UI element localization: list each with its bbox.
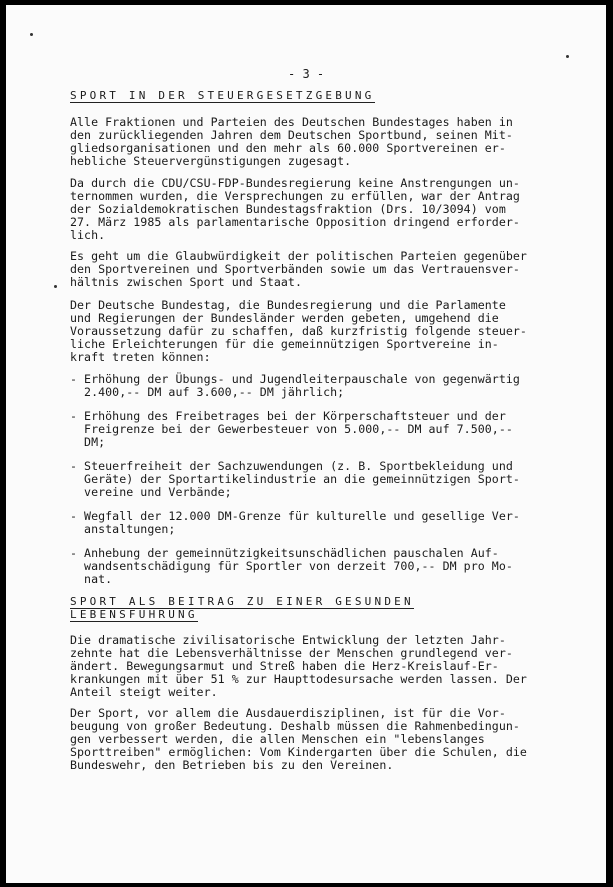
text-line: 2.400,-- DM auf 3.600,-- DM jährlich;	[70, 385, 345, 399]
paragraph	[70, 634, 527, 699]
text-line: krankungen mit über 51 % zur Haupttodesursache werden lassen. Der	[70, 672, 527, 686]
text-line: Der Deutsche Bundestag, die Bundesregierung und die Parlamente	[70, 298, 506, 312]
text-line: gliedsorganisationen und den mehr als 60.000 Sportvereinen er-	[70, 141, 506, 155]
text-line: und Regierungen der Bundesländer werden gebeten, umgehend die	[70, 311, 499, 325]
text-line: den Sportvereinen und Sportverbänden sowie um das Vertrauensver-	[70, 262, 520, 276]
list-item	[70, 510, 520, 536]
paragraph	[70, 299, 527, 364]
text-line: 27. März 1985 als parlamentarische Opposition dringend erforder-	[70, 215, 520, 229]
text-line: ternommen wurden, die Versprechungen zu erfüllen, war der Antrag	[70, 189, 520, 203]
text-line: nat.	[70, 572, 113, 586]
text-line: lich.	[70, 228, 106, 242]
text-line: den zurückliegenden Jahren dem Deutschen Sportbund, seinen Mit-	[70, 128, 513, 142]
text-line: liche Erleichterungen für die gemeinnützigen Sportvereine in-	[70, 337, 499, 351]
paragraph	[70, 707, 527, 772]
text-line: DM;	[70, 435, 106, 449]
text-line: wandsentschädigung für Sportler von derzeit 700,-- DM pro Mo-	[70, 559, 513, 573]
list-item	[70, 410, 513, 449]
list-item	[70, 373, 520, 399]
text-line: Voraussetzung dafür zu schaffen, daß kurzfristig folgende steuer-	[70, 324, 527, 338]
text-line: hebliche Steuervergünstigungen zugesagt.	[70, 154, 352, 168]
text-line: - Erhöhung der Übungs- und Jugendleiterpauschale von gegenwärtig	[70, 372, 520, 386]
list-item	[70, 460, 520, 499]
paragraph	[70, 116, 513, 168]
text-line: hältnis zwischen Sport und Staat.	[70, 275, 302, 289]
text-line: Sporttreiben" ermöglichen: Vom Kindergarten über die Schulen, die	[70, 745, 527, 759]
text-line: vereine und Verbände;	[70, 485, 232, 499]
text-line: Bundeswehr, den Betrieben bis zu den Vereinen.	[70, 758, 394, 772]
text-line: - Erhöhung des Freibetrages bei der Körperschaftsteuer und der	[70, 409, 506, 423]
section-heading-gesunde-lebensfuehrung: SPORT ALS BEITRAG ZU EINER GESUNDEN	[70, 595, 414, 608]
text-line: gen verbessert werden, die allen Menschen ein "lebenslanges	[70, 732, 485, 746]
paragraph	[70, 250, 527, 289]
section-heading-gesunde-lebensfuehrung-2: LEBENSFÜHRUNG	[70, 608, 198, 621]
text-line: Alle Fraktionen und Parteien des Deutschen Bundestages haben in	[70, 115, 513, 129]
text-line: Freigrenze bei der Gewerbesteuer von 5.000,-- DM auf 7.500,--	[70, 422, 513, 436]
text-line: Anteil steigt weiter.	[70, 685, 218, 699]
speck	[54, 285, 57, 288]
text-line: Es geht um die Glaubwürdigkeit der politischen Parteien gegenüber	[70, 249, 527, 263]
speck	[566, 55, 569, 58]
text-line: ändert. Bewegungsarmut und Streß haben die Herz-Kreislauf-Er-	[70, 659, 499, 673]
text-line: - Steuerfreiheit der Sachzuwendungen (z. B. Sportbekleidung und	[70, 459, 513, 473]
section-heading-steuergesetzgebung: SPORT IN DER STEUERGESETZGEBUNG	[70, 89, 375, 102]
text-line: Der Sport, vor allem die Ausdauerdisziplinen, ist für die Vor-	[70, 706, 506, 720]
text-line: Da durch die CDU/CSU-FDP-Bundesregierung keine Anstrengungen un-	[70, 176, 520, 190]
text-line: Die dramatische zivilisatorische Entwicklung der letzten Jahr-	[70, 633, 506, 647]
text-line: - Anhebung der gemeinnützigkeitsunschädlichen pauschalen Auf-	[70, 546, 499, 560]
text-line: Geräte) der Sportartikelindustrie an die gemeinnützigen Sport-	[70, 472, 520, 486]
paragraph	[70, 177, 520, 242]
list-item	[70, 547, 513, 586]
text-line: - Wegfall der 12.000 DM-Grenze für kulturelle und gesellige Ver-	[70, 509, 520, 523]
document-page	[6, 5, 606, 883]
text-line: beugung von großer Bedeutung. Deshalb müssen die Rahmenbedingun-	[70, 719, 520, 733]
page-number: - 3 -	[288, 67, 325, 81]
text-line: der Sozialdemokratischen Bundestagsfraktion (Drs. 10/3094) vom	[70, 202, 506, 216]
text-line: kraft treten können:	[70, 350, 211, 364]
text-line: zehnte hat die Lebensverhältnisse der Menschen grundlegend ver-	[70, 646, 513, 660]
speck	[30, 33, 33, 36]
text-line: anstaltungen;	[70, 522, 176, 536]
